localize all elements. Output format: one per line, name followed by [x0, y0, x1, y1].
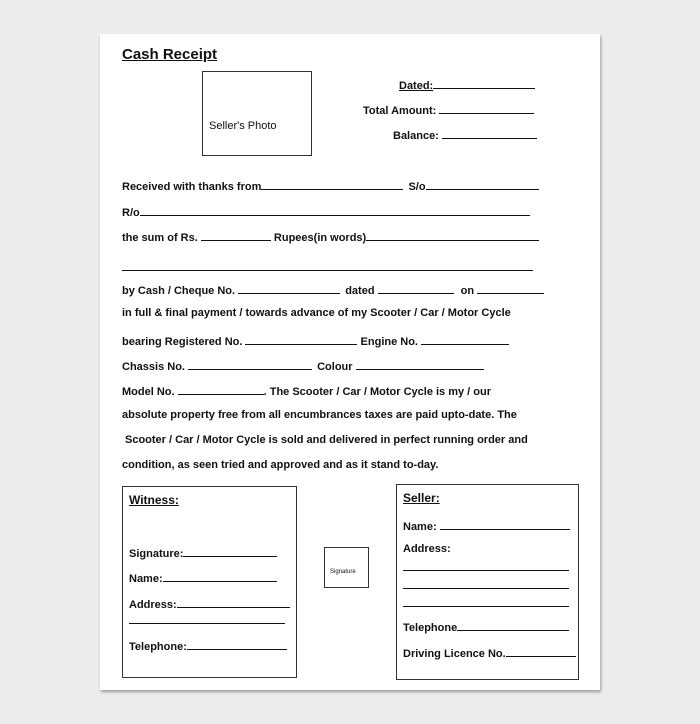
balance-field[interactable] — [393, 127, 537, 142]
received-label: Received with thanks from — [122, 181, 262, 193]
cheque-dated-label: dated — [345, 285, 375, 297]
condition-row: condition, as seen tried and approved and as it stand to-day. — [122, 459, 439, 471]
signature-box[interactable] — [324, 547, 369, 588]
model-line[interactable] — [178, 383, 264, 395]
seller-name-label: Name: — [403, 521, 437, 533]
seller-name-line[interactable] — [440, 518, 570, 530]
cheque-no-line[interactable] — [238, 282, 340, 294]
r-o-row — [122, 204, 530, 219]
registered-row — [122, 333, 509, 348]
witness-address-field[interactable] — [129, 596, 290, 611]
signature-box-label: Signature — [330, 569, 356, 575]
full-final-row: in full & final payment / towards advance of my Scooter / Car / Motor Cycle — [122, 307, 511, 319]
dated-label: Dated: — [399, 80, 434, 92]
seller-box — [396, 484, 579, 680]
balance-label: Balance: — [393, 130, 439, 142]
total-amount-field[interactable] — [363, 102, 534, 117]
seller-telephone-field[interactable] — [403, 619, 569, 634]
receipt-page — [100, 34, 600, 690]
witness-heading: Witness: — [129, 493, 179, 507]
witness-address-line-2[interactable] — [129, 623, 285, 624]
sum-line[interactable] — [201, 229, 271, 241]
engine-label: Engine No. — [360, 336, 418, 348]
received-from-line[interactable] — [261, 178, 403, 190]
cheque-row — [122, 282, 544, 297]
seller-name-field[interactable] — [403, 518, 570, 533]
blank-line[interactable] — [122, 270, 533, 271]
on-line[interactable] — [477, 282, 544, 294]
chassis-row — [122, 358, 484, 373]
s-o-label: S/o — [408, 181, 426, 193]
dated-line[interactable] — [433, 77, 535, 89]
received-from-row — [122, 178, 539, 193]
model-suffix: . The Scooter / Car / Motor Cycle is my / our — [263, 386, 492, 398]
by-cash-label: by Cash / Cheque No. — [122, 285, 236, 297]
rupees-words-line[interactable] — [366, 229, 539, 241]
witness-name-line[interactable] — [163, 570, 277, 582]
s-o-line[interactable] — [426, 178, 539, 190]
registered-line[interactable] — [245, 333, 357, 345]
page-title: Cash Receipt — [122, 46, 218, 63]
chassis-label: Chassis No. — [122, 361, 185, 373]
chassis-line[interactable] — [188, 358, 312, 370]
absolute-row: absolute property free from all encumbrances taxes are paid upto-date. The — [122, 409, 517, 421]
engine-line[interactable] — [421, 333, 509, 345]
seller-licence-field[interactable] — [403, 645, 576, 660]
seller-telephone-line[interactable] — [457, 619, 569, 631]
witness-telephone-field[interactable] — [129, 638, 287, 653]
model-label: Model No. — [122, 386, 175, 398]
cheque-dated-line[interactable] — [378, 282, 454, 294]
witness-signature-label: Signature: — [129, 548, 184, 560]
seller-photo-box — [202, 71, 312, 156]
seller-address-label: Address: — [403, 543, 451, 555]
dated-field[interactable] — [399, 77, 535, 92]
seller-address-line-1[interactable] — [403, 570, 569, 571]
colour-line[interactable] — [356, 358, 484, 370]
r-o-line[interactable] — [140, 204, 530, 216]
seller-telephone-label: Telephone — [403, 622, 458, 634]
sum-row — [122, 229, 539, 244]
total-amount-label: Total Amount: — [363, 105, 437, 117]
sold-row: Scooter / Car / Motor Cycle is sold and delivered in perfect running order and — [125, 434, 528, 446]
witness-address-label: Address: — [129, 599, 177, 611]
registered-label: bearing Registered No. — [122, 336, 243, 348]
r-o-label: R/o — [122, 207, 140, 219]
colour-label: Colour — [317, 361, 353, 373]
balance-line[interactable] — [442, 127, 537, 139]
witness-signature-line[interactable] — [183, 545, 277, 557]
model-row — [122, 383, 491, 398]
witness-address-line[interactable] — [177, 596, 290, 608]
total-amount-line[interactable] — [439, 102, 534, 114]
seller-address-line-3[interactable] — [403, 606, 569, 607]
seller-licence-label: Driving Licence No. — [403, 648, 506, 660]
on-label: on — [460, 285, 475, 297]
seller-heading: Seller: — [403, 491, 440, 505]
sum-label: the sum of Rs. — [122, 232, 198, 244]
witness-name-label: Name: — [129, 573, 163, 585]
witness-telephone-label: Telephone: — [129, 641, 187, 653]
seller-licence-line[interactable] — [506, 645, 576, 657]
seller-photo-label: Seller's Photo — [209, 120, 277, 132]
witness-box — [122, 486, 297, 678]
witness-signature-field[interactable] — [129, 545, 277, 560]
seller-address-line-2[interactable] — [403, 588, 569, 589]
witness-name-field[interactable] — [129, 570, 277, 585]
witness-telephone-line[interactable] — [187, 638, 287, 650]
rupees-words-label: Rupees(in words) — [273, 232, 367, 244]
